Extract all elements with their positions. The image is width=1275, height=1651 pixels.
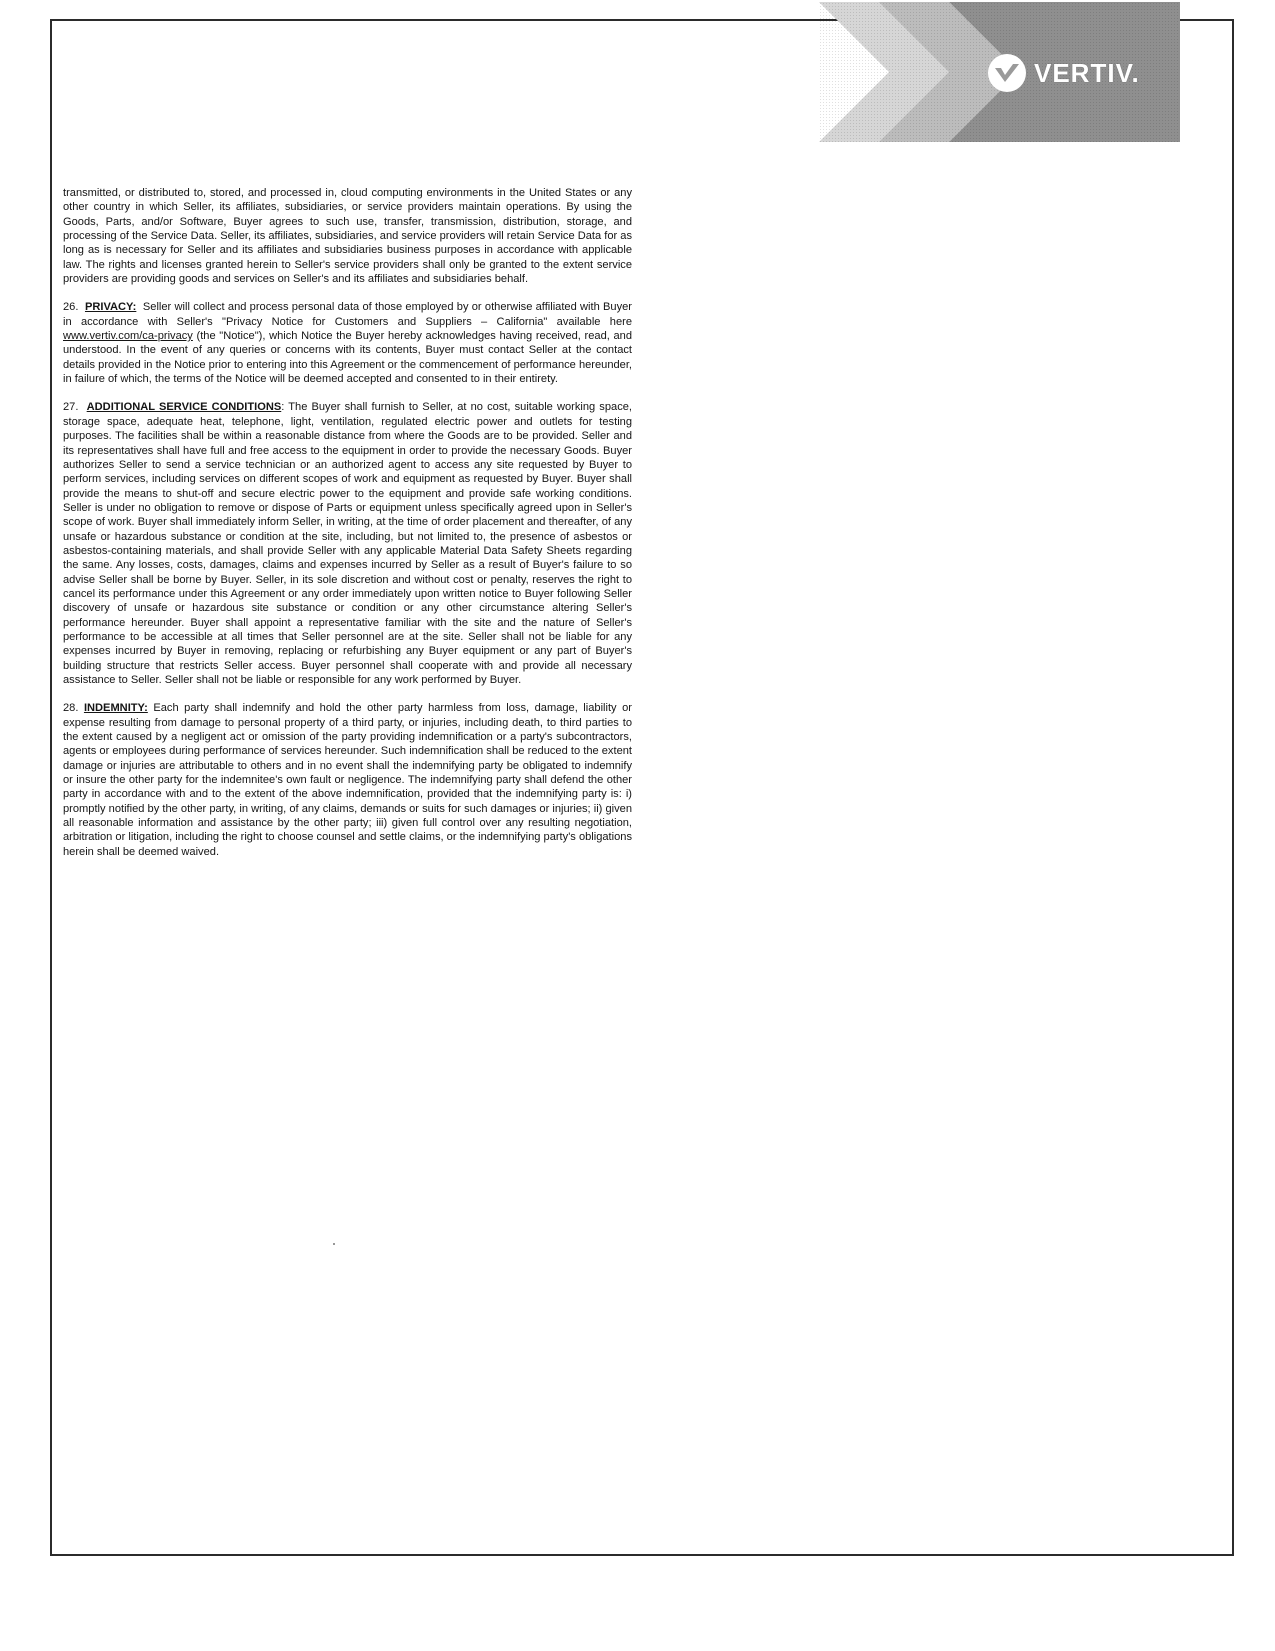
brand-name: VERTIV. [1034,57,1140,88]
scan-speck [333,1243,335,1245]
vertiv-logo [986,52,1140,94]
section-number: 26. [63,301,79,314]
privacy-link[interactable]: www.vertiv.com/ca-privacy [63,330,193,343]
section-text: Seller will collect and process personal data of those employed by or otherwise affiliated with Buyer in accordance with Seller's "Privacy Notice for Customers and Suppliers – California" available here [63,301,633,328]
section-heading: PRIVACY: [84,301,137,314]
section-number: 28. [63,702,79,715]
section-privacy [63,300,632,386]
intro-paragraph: transmitted, or distributed to, stored, and processed in, cloud computing environments in the United States or any other country in which Seller, its affiliates, subsidiaries, or service providers maintain operations. By using the Goods, Parts, and/or Software, Buyer agrees to such use, transfer, transmission, distribution, storage, and processing of the Service Data. Seller, its affiliates, subsidiaries, and service providers will retain Service Data for as long as is necessary for Seller and its affiliates and subsidiaries business purposes in accordance with applicable law. The rights and licenses granted herein to Seller's service providers shall only be granted to the extent service providers are providing goods and services on Seller's and its affiliates and subsidiaries behalf. [63,187,632,286]
section-text: Each party shall indemnify and hold the other party harmless from loss, damage, liability or expense resulting from damage to personal property of a third party, or injuries, including death, to third parties to the extent caused by a negligent act or omission of the party providing indemnification or a party's subcontractors, agents or employees during performance of services hereunder. Such indemnification shall be reduced to the extent damage or injuries are attributable to others and in no event shall the indemnifying party be obligated to indemnify or insure the other party for the indemnitee's own fault or negligence. The indemnifying party shall defend the other party in accordance with and to the extent of the above indemnification, provided that the indemnifying party is: i) promptly notified by the other party, in writing, of any claims, demands or suits for such damages or injuries; ii) given all reasonable information and assistance by the other party; iii) given full control over any resulting negotiation, arbitration or litigation, including the right to choose counsel and settle claims, or the indemnifying party's obligations herein shall be deemed waived. [63,702,632,858]
section-indemnity [63,701,632,859]
section-text-continued: (the "Notice"), which Notice the Buyer hereby acknowledges having received, read, and understood. In the event of any queries or concerns with its contents, Buyer must contact Seller at the contact details provided in the Notice prior to entering into this Agreement or the commencement of performance hereunder, in failure of which, the terms of the Notice will be deemed accepted and consented to in their entirety. [63,330,632,386]
section-heading: ADDITIONAL SERVICE CONDITIONS [86,401,282,414]
section-heading: INDEMNITY: [83,702,148,715]
vertiv-check-icon [986,52,1028,94]
section-additional-service-conditions [63,400,632,687]
section-text: : The Buyer shall furnish to Seller, at no cost, suitable working space, storage space, adequate heat, telephone, light, ventilation, regulated electric power and outlets for testing purposes. The facilities shall be within a reasonable distance from where the Goods are to be provided. Seller and its representatives shall have full and free access to the equipment in order to provide the necessary Goods. Buyer authorizes Seller to send a service technician or an authorized agent to access any site requested by Buyer to perform services, including services on different scopes of work and equipment as requested by Buyer. Buyer shall provide the means to shut-off and secure electric power to the equipment and provide safe working conditions. Seller is under no obligation to remove or dispose of Parts or equipment unless specifically agreed upon in Seller's scope of work. Buyer shall immediately inform Seller, in writing, at the time of order placement and thereafter, of any unsafe or hazardous substance or condition at the site, including, but not limited to, the presence of asbestos or asbestos-containing materials, and shall provide Seller with any applicable Material Data Safety Sheets regarding the same. Any losses, costs, damages, claims and expenses incurred by Seller as a result of Buyer's failure to so advise Seller shall be borne by Buyer. Seller, in its sole discretion and without cost or penalty, reserves the right to cancel its performance under this Agreement or any order immediately upon written notice to Buyer following Seller discovery of unsafe or hazardous site substance or condition or any other circumstance altering Seller's performance hereunder. Buyer shall appoint a representative familiar with the site and the nature of Seller's performance to be accessible at all times that Seller personnel are at the site. Seller shall not be liable for any expenses incurred by Buyer in removing, replacing or refurbishing any Buyer equipment or any part of Buyer's building structure that restricts Seller access. Buyer personnel shall cooperate with and provide all necessary assistance to Seller. Seller shall not be liable or responsible for any work performed by Buyer. [63,401,632,686]
document-body [63,186,632,873]
section-number: 27. [63,401,79,414]
